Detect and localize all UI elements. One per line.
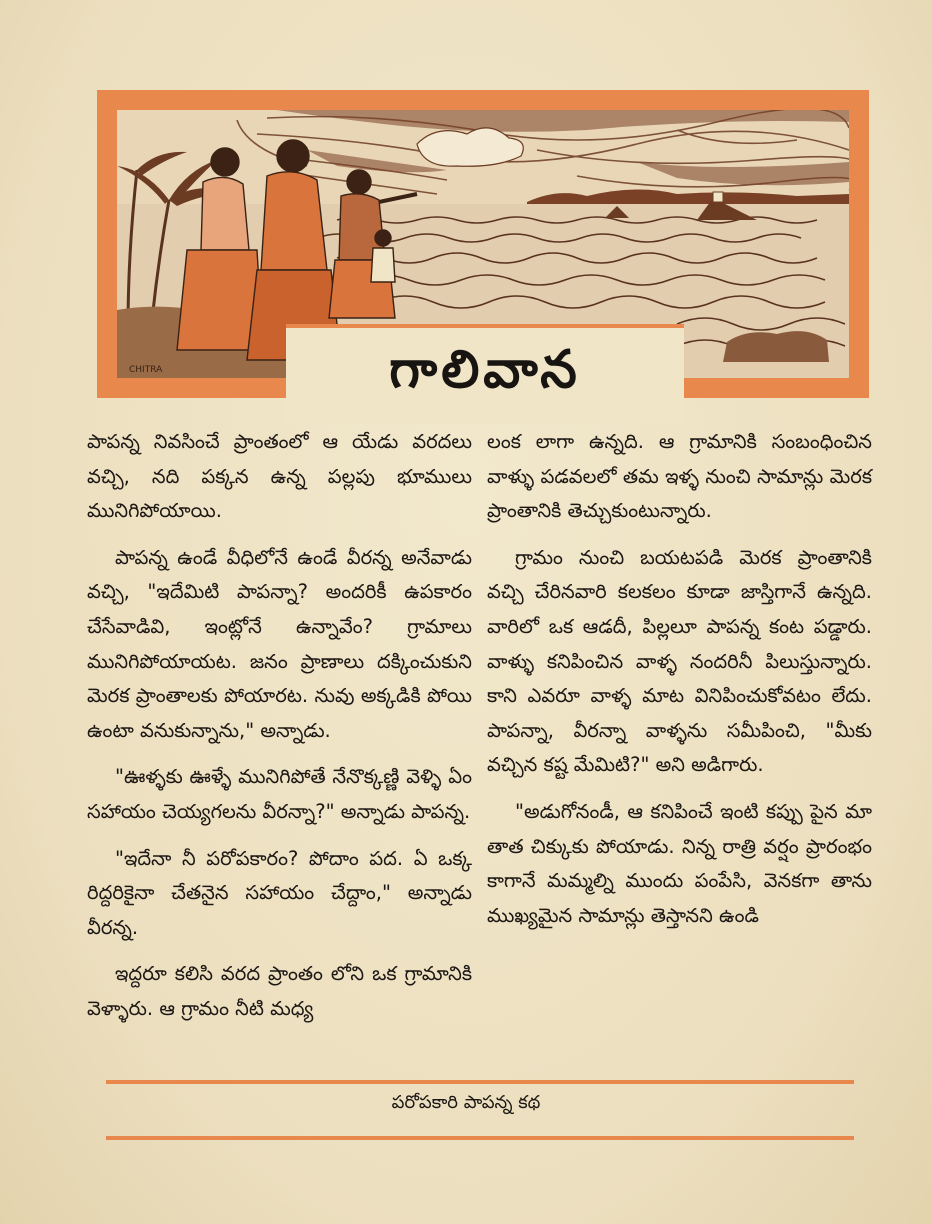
paragraph: "అడుగోనండీ, ఆ కనిపించే ఇంటి కప్పు పైన మా తాత చిక్కుకు పోయాడు. నిన్న రాత్రి వర్షం ప్రారంభం కాగానే మమ్మల్ని ముందు పంపేసి, వెనకగా తాను ముఖ్యమైన సామాన్లు తెస్తానని ఉండి (487, 799, 872, 927)
title-plate (286, 324, 684, 424)
paragraph: "ఊళ్ళకు ఊళ్ళే మునిగిపోతే నేనొక్కణ్ణి వెళ్ళి ఏం సహాయం చెయ్యగలను వీరన్నా?" అన్నాడు పాపన్న. (87, 765, 472, 823)
left-text-column (87, 425, 472, 1027)
story-title: గాలివాన (389, 339, 581, 400)
paragraph: పాపన్న ఉండే వీధిలోనే ఉండే వీరన్న అనేవాడు వచ్చి, "ఇదేమిటి పాపన్నా? అందరికీ ఉపకారం చేసేవాడివి, ఇంట్లోనే ఉన్నావేం? గ్రామాలు మునిగిపోయాయట. జనం ప్రాణాలు దక్కించుకుని మెరక ప్రాంతాలకు పోయారట. నువు అక్కడికి పోయి ఉంటా వనుకున్నాను," అన్నాడు. (87, 545, 472, 742)
footer-caption: పరోపకారి పాపన్న కథ (391, 1092, 541, 1113)
artist-signature: CHITRA (129, 365, 163, 375)
paragraph: లంక లాగా ఉన్నది. ఆ గ్రామానికి సంబంధించిన వాళ్ళు పడవలలో తమ ఇళ్ళ నుంచి సామాన్లు మెరక ప్రాంతానికి తెచ్చుకుంటున్నారు. (487, 430, 872, 523)
footer-rule-bottom (106, 1136, 854, 1140)
paragraph: "ఇదేనా నీ పరోపకారం? పోదాం పద. ఏ ఒక్క రిద్దరికైనా చేతనైన సహాయం చేద్దాం," అన్నాడు వీరన్న. (87, 846, 472, 939)
paragraph: పాపన్న నివసించే ప్రాంతంలో ఆ యేడు వరదలు వచ్చి, నది పక్కన ఉన్న పల్లపు భూములు మునిగిపోయాయి. (87, 430, 472, 523)
paragraph: ఇద్దరూ కలిసి వరద ప్రాంతం లోని ఒక గ్రామానికి వెళ్ళారు. ఆ గ్రామం నీటి మధ్య (87, 962, 472, 1020)
paragraph: గ్రామం నుంచి బయటపడి మెరక ప్రాంతానికి వచ్చి చేరినవారి కలకలం కూడా జాస్తిగానే ఉన్నది. వారిలో ఒక ఆడదీ, పిల్లలూ పాపన్న కంట పడ్డారు. వాళ్ళు కనిపించిన వాళ్ళ నందరినీ పిలుస్తున్నారు. కాని ఎవరూ వాళ్ళ మాట వినిపించుకోవటం లేదు. పాపన్నా, వీరన్నా వాళ్ళను సమీపించి, "మీకు వచ్చిన కష్ట మేమిటి?" అని అడిగారు. (487, 545, 872, 777)
footer-rule-top (106, 1080, 854, 1084)
right-text-column (487, 425, 872, 933)
